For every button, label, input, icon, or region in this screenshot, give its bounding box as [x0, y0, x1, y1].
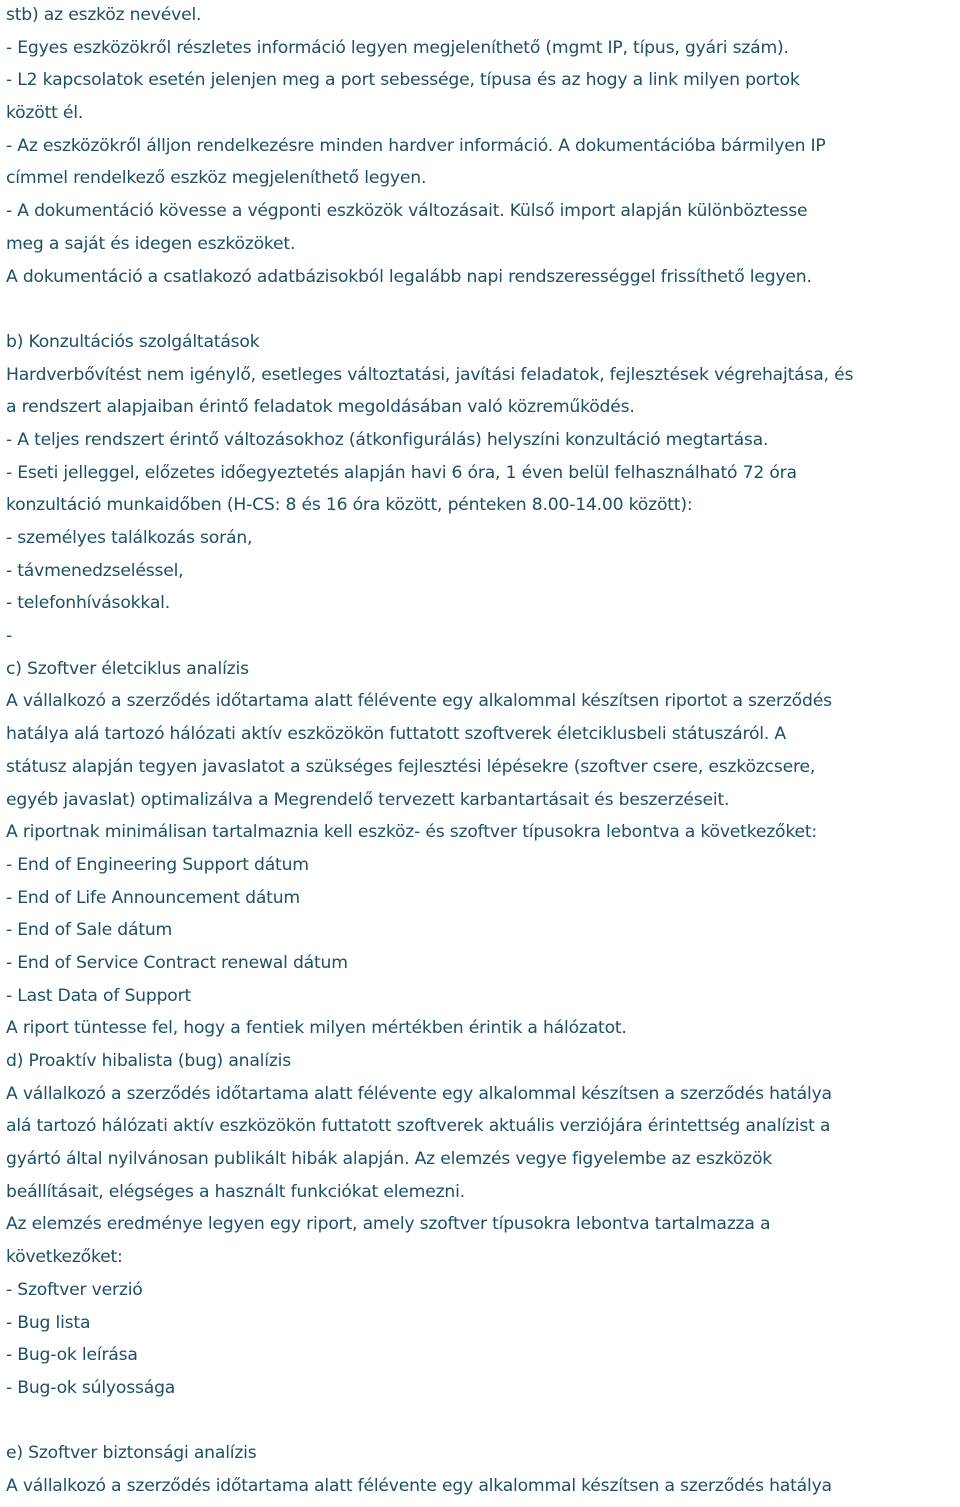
text-line: a rendszert alapjaiban érintő feladatok megoldásában való közreműködés. — [6, 397, 635, 418]
text-line: alá tartozó hálózati aktív eszközökön futtatott szoftverek aktuális verziójára érintettség analízist a — [6, 1116, 831, 1137]
text-line: - A dokumentáció kövesse a végponti eszközök változásait. Külső import alapján különböztesse — [6, 201, 808, 222]
list-item: - Last Data of Support — [6, 985, 192, 1006]
section-heading-d: d) Proaktív hibalista (bug) analízis — [6, 1051, 291, 1071]
blank-line — [6, 293, 960, 326]
section-heading-e: e) Szoftver biztonsági analízis — [6, 1443, 257, 1464]
list-item: - End of Life Announcement dátum — [6, 887, 300, 908]
text-line: - Az eszközökről álljon rendelkezésre minden hardver információ. A dokumentációba bármilyen IP — [6, 135, 826, 156]
text-line: következőket: — [6, 1247, 123, 1268]
list-item: - End of Sale dátum — [6, 920, 173, 941]
text-line: stb) az eszköz nevével. — [6, 5, 202, 25]
list-item: - személyes találkozás során, — [6, 528, 253, 548]
text-line: - L2 kapcsolatok esetén jelenjen meg a port sebessége, típusa és az hogy a link milyen portok — [6, 70, 800, 91]
section-heading-b: b) Konzultációs szolgáltatások — [6, 331, 260, 352]
text-line: A vállalkozó a szerződés időtartama alatt félévente egy alkalommal készítsen a szerződés hatálya — [6, 1475, 832, 1496]
text-line: A riportnak minimálisan tartalmaznia kell eszköz- és szoftver típusokra lebontva a következőket: — [6, 822, 818, 843]
text-line: között él. — [6, 103, 84, 124]
list-item: - Szoftver verzió — [6, 1279, 143, 1300]
text-line: gyártó által nyilvánosan publikált hibák alapján. Az elemzés vegye figyelembe az eszközök — [6, 1149, 773, 1170]
document-page — [6, 0, 960, 1503]
text-line: A dokumentáció a csatlakozó adatbázisokból legalább napi rendszerességgel frissíthető legyen. — [6, 266, 812, 287]
list-item: - telefonhívásokkal. — [6, 593, 171, 614]
text-line: egyéb javaslat) optimalizálva a Megrendelő tervezett karbantartásait és beszerzéseit. — [6, 789, 730, 810]
list-item: - — [6, 626, 13, 647]
text-line: Hardverbővítést nem igénylő, esetleges változtatási, javítási feladatok, fejlesztések végrehajtása, és — [6, 364, 854, 385]
text-line: meg a saját és idegen eszközöket. — [6, 233, 296, 254]
text-line: konzultáció munkaidőben (H-CS: 8 és 16 óra között, pénteken 8.00-14.00 között): — [6, 495, 693, 516]
text-line: Az elemzés eredménye legyen egy riport, amely szoftver típusokra lebontva tartalmazza a — [6, 1214, 771, 1235]
section-heading-c: c) Szoftver életciklus analízis — [6, 658, 249, 679]
text-line: státusz alapján tegyen javaslatot a szükséges fejlesztési lépésekre (szoftver csere, eszközcsere, — [6, 756, 816, 777]
text-line: A vállalkozó a szerződés időtartama alatt félévente egy alkalommal készítsen a szerződés hatálya — [6, 1083, 832, 1104]
text-line: hatálya alá tartozó hálózati aktív eszközökön futtatott szoftverek életciklusbeli státuszáról. A — [6, 724, 786, 745]
list-item: - Bug-ok súlyossága — [6, 1377, 176, 1398]
list-item: - End of Engineering Support dátum — [6, 854, 309, 875]
blank-line — [6, 1405, 960, 1438]
list-item: - Bug lista — [6, 1312, 91, 1333]
text-line: - Egyes eszközökről részletes információ legyen megjeleníthető (mgmt IP, típus, gyári szám). — [6, 37, 789, 58]
list-item: - Bug-ok leírása — [6, 1345, 138, 1366]
list-item: - távmenedzseléssel, — [6, 560, 184, 581]
text-line: beállításait, elégséges a használt funkciókat elemezni. — [6, 1181, 465, 1202]
text-line: címmel rendelkező eszköz megjeleníthető legyen. — [6, 168, 427, 189]
text-line: - A teljes rendszert érintő változásokhoz (átkonfigurálás) helyszíni konzultáció megtartása. — [6, 429, 769, 450]
text-line: A vállalkozó a szerződés időtartama alatt félévente egy alkalommal készítsen riportot a szerződés — [6, 691, 832, 712]
text-line: A riport tüntesse fel, hogy a fentiek milyen mértékben érintik a hálózatot. — [6, 1018, 627, 1039]
list-item: - End of Service Contract renewal dátum — [6, 952, 348, 973]
text-line: - Eseti jelleggel, előzetes időegyeztetés alapján havi 6 óra, 1 éven belül felhasználható 72 óra — [6, 462, 797, 483]
